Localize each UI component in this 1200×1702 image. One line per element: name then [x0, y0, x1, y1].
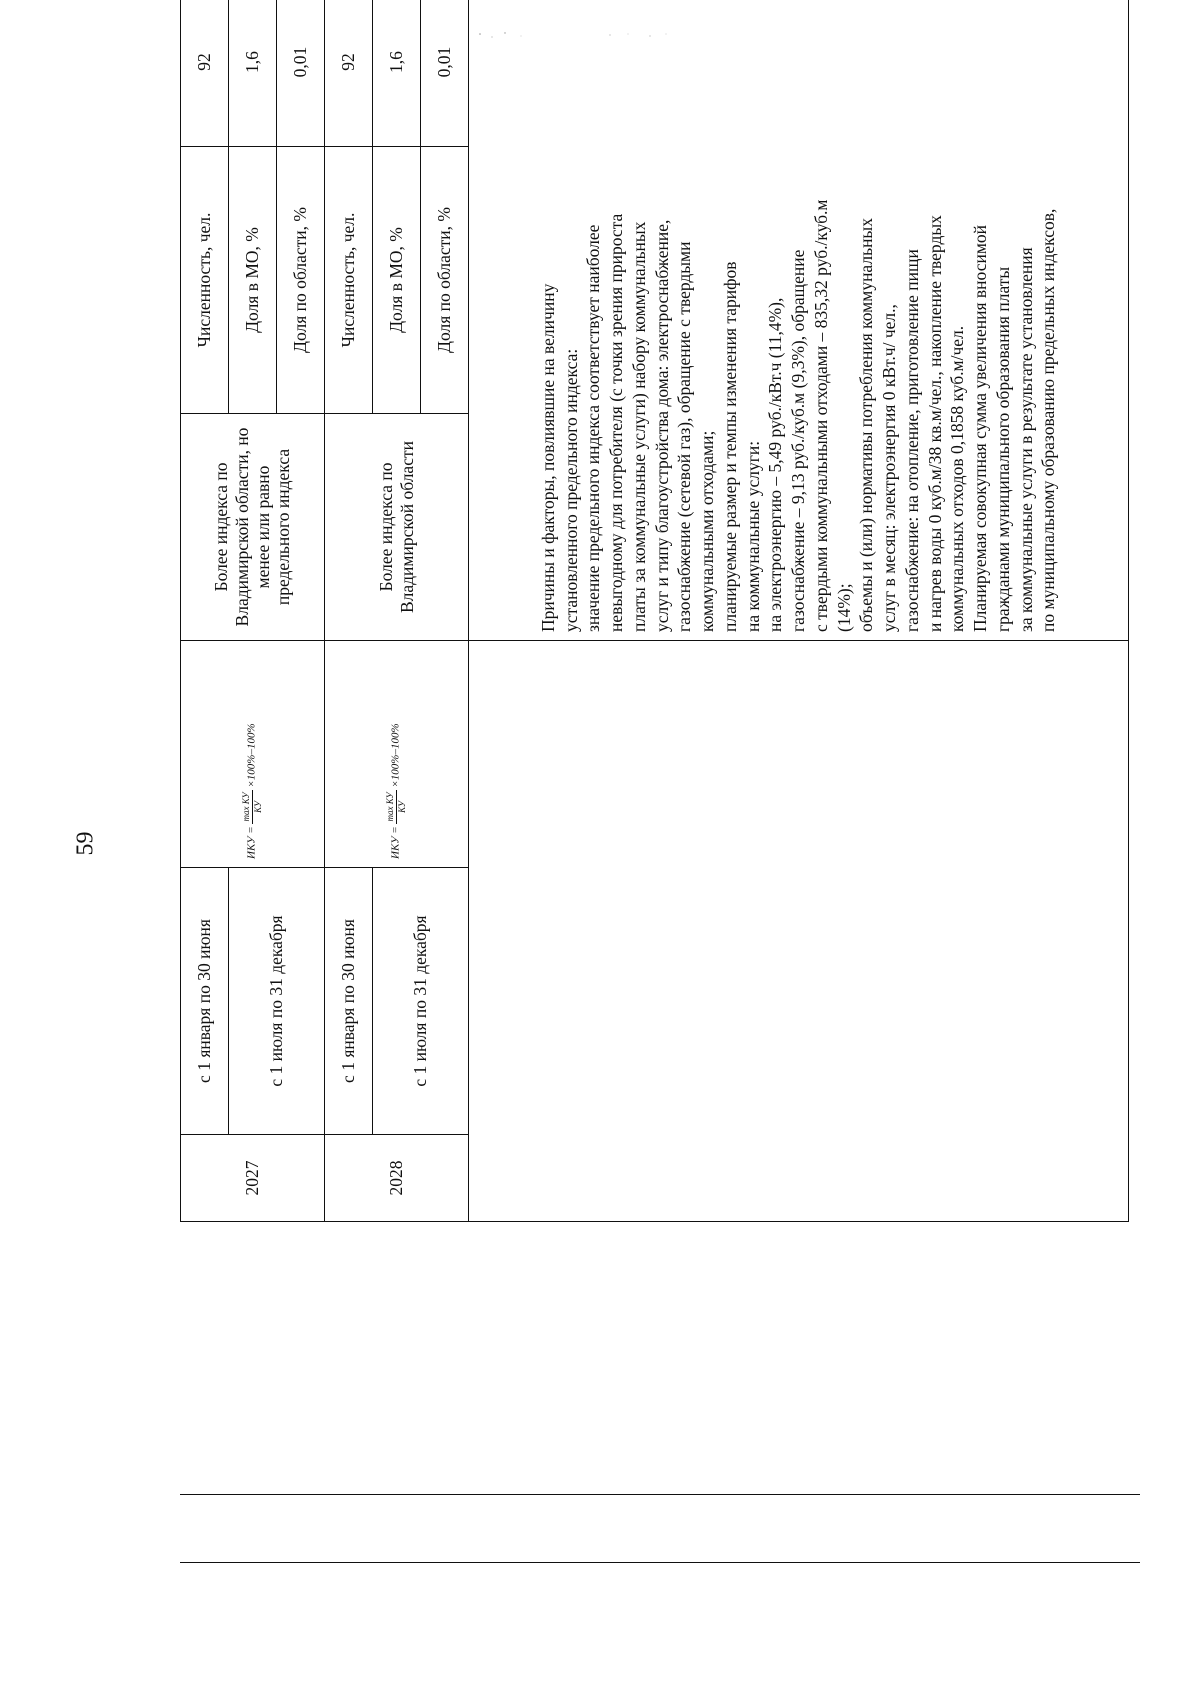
period-cell: с 1 июля по 31 декабря — [229, 868, 325, 1135]
note-line: услуг и типу благоустройства дома: электроснабжение, — [651, 219, 672, 632]
note-line: установленного предельного индекса: — [560, 348, 581, 632]
year-cell: 2027 — [181, 1135, 325, 1222]
metric-value: 0,01 — [277, 0, 325, 147]
horizontal-rule — [180, 1562, 1140, 1563]
note-line: коммунальными отходами; — [697, 430, 718, 632]
note-line: планируемые размер и темпы изменения тарифов — [719, 261, 740, 632]
note-line: Причины и факторы, повлиявшие на величину — [537, 283, 558, 632]
note-line: газоснабжение – 9,13 руб./куб.м (9,3%), обращение — [788, 249, 809, 632]
period-cell: с 1 января по 30 июня — [181, 868, 229, 1135]
note-line: платы за коммунальные услуги) набору коммунальных — [628, 221, 649, 632]
page-number: 59 — [72, 831, 99, 856]
note-line: услуг в месяц: электроэнергия 0 кВт.ч/ чел., — [879, 304, 900, 632]
table-row-2027 — [181, 0, 229, 1222]
index-table — [180, 0, 1129, 1222]
metric-label: Численность, чел. — [181, 147, 229, 414]
rotated-table-area — [180, 46, 1200, 1196]
note-line: газоснабжение (сетевой газ), обращение с твердыми — [674, 241, 695, 632]
note-line: коммунальных отходов 0,1858 куб.м/чел. — [947, 325, 968, 632]
formula-cell: ИКУ = max КУ КУ ×100%–100% — [181, 641, 325, 868]
horizontal-rule — [180, 1494, 1140, 1495]
metric-value: 92 — [181, 0, 229, 147]
note-line: объемы и (или) нормативы потребления коммунальных — [856, 218, 877, 632]
metric-label: Доля по области, % — [277, 147, 325, 414]
metric-value: 1,6 — [373, 0, 421, 147]
note-line: на электроэнергию – 5,49 руб./кВт.ч (11,4%), — [765, 297, 786, 632]
notes-cell — [469, 0, 1129, 641]
note-line: с твердыми коммунальными отходами – 835,32 руб./куб.м — [810, 199, 831, 632]
note-line: по муниципальному образованию предельных индексов, — [1038, 208, 1059, 632]
note-line: (14%); — [833, 583, 854, 632]
metric-label: Доля в МО, % — [229, 147, 277, 414]
formula-fraction: max КУ КУ — [241, 792, 263, 822]
note-line: за коммунальные услуги в результате установления — [1015, 247, 1036, 632]
blank-cell — [469, 641, 1129, 1222]
formula-fraction: max КУ КУ — [385, 792, 407, 822]
condition-cell: Более индекса по Владимирской области — [325, 414, 469, 641]
metric-label: Численность, чел. — [325, 147, 373, 414]
condition-cell: Более индекса по Владимирской области, но менее или равно предельного индекса — [181, 414, 325, 641]
note-line: газоснабжение: на отопление, приготовление пищи — [901, 249, 922, 632]
metric-value: 0,01 — [421, 0, 469, 147]
note-line: на коммунальные услуги: — [742, 440, 763, 632]
table-row-2028 — [325, 0, 373, 1222]
metric-value: 92 — [325, 0, 373, 147]
note-line: невыгодному для потребителя (с точки зрения прироста — [606, 213, 627, 632]
metric-label: Доля по области, % — [421, 147, 469, 414]
note-line: значение предельного индекса соответствует наиболее — [583, 224, 604, 632]
metric-value: 1,6 — [229, 0, 277, 147]
formula-cell: ИКУ = max КУ КУ ×100%–100% — [325, 641, 469, 868]
note-line: гражданами муниципального образования платы — [992, 266, 1013, 632]
period-cell: с 1 июля по 31 декабря — [373, 868, 469, 1135]
note-line: и нагрев воды 0 куб.м/38 кв.м/чел., накопление твердых — [924, 215, 945, 632]
note-line: Планируемая совокупная сумма увеличения вносимой — [970, 224, 991, 632]
year-cell: 2028 — [325, 1135, 469, 1222]
metric-label: Доля в МО, % — [373, 147, 421, 414]
period-cell: с 1 января по 30 июня — [325, 868, 373, 1135]
